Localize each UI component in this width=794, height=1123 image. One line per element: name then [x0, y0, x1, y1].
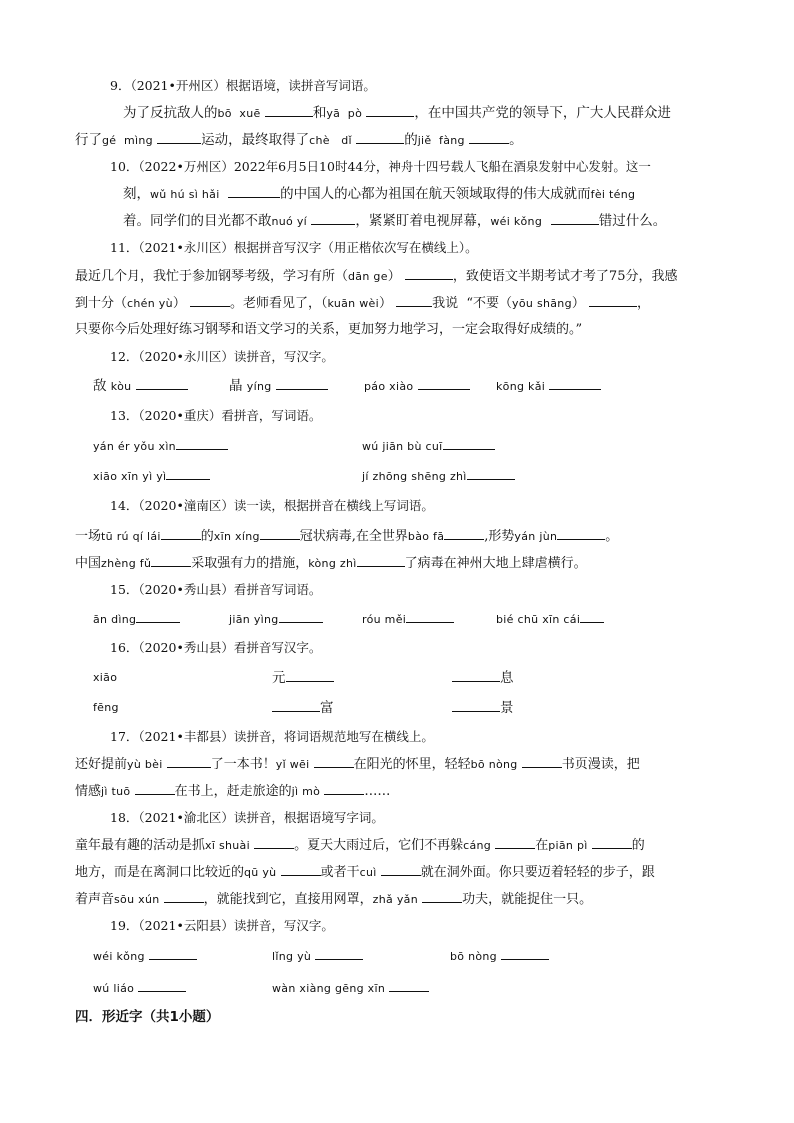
- q13-heading: 13．（2020•重庆）看拼音，写词语。: [110, 408, 322, 423]
- q18-heading: 18．（2021•渝北区）读拼音，根据语境写字词。: [110, 810, 384, 825]
- q14-line1: 一场tū rú qí lái 的xīn xíng 冠状病毒,在全世界bào fā ,形势yán jùn 。: [75, 526, 618, 547]
- q11-line1: 最近几个月，我忙于参加钢琴考级，学习有所（dān ge） ，致使语文半期考试才考了75分，我感: [75, 266, 677, 287]
- q12-row-4: kōng kǎi: [496, 376, 601, 397]
- q16-item-4: 景: [452, 698, 514, 718]
- q17-line1: 还好提前yù bèi 了一本书！yǐ wēi 在阳光的怀里，轻轻bō nòng 书页漫读，把: [75, 754, 640, 775]
- q9-heading: 9．（2021•开州区）根据语境，读拼音写词语。: [110, 78, 376, 93]
- q15-item-4: bié chū xīn cái: [496, 609, 604, 630]
- q18-line2: 地方，而是在离洞口比较近的qū yù 或者干cuì 就在洞外面。你只要迈着轻轻的步子，跟: [75, 862, 655, 883]
- q14-line2: 中国zhèng fǔ 采取强有力的措施，kòng zhì 了病毒在神州大地上肆虐横行。: [75, 553, 587, 574]
- q13-item-4: jí zhōng shēng zhì: [362, 466, 515, 487]
- q19-item-3: bō nòng: [450, 946, 549, 967]
- q11-heading: 11．（2021•永川区）根据拼音写汉字（用正楷依次写在横线上）。: [110, 240, 478, 255]
- q15-item-1: ān dìng: [93, 609, 180, 630]
- q16-item-3: 富: [272, 698, 334, 718]
- q18-line1: 童年最有趣的活动是抓xī shuài 。夏天大雨过后，它们不再躲cáng 在piān pì 的: [75, 835, 645, 856]
- q11-line3: 只要你今后处理好练习钢琴和语文学习的关系，更加努力地学习，一定会取得好成绩的。”: [75, 322, 583, 337]
- q19-heading: 19．（2021•云阳县）读拼音，写汉字。: [110, 918, 334, 933]
- q12-row-3: páo xiào: [364, 376, 470, 397]
- q16-item-2: 息: [452, 668, 514, 688]
- q13-item-2: wú jiān bù cuī: [362, 436, 495, 457]
- q16-item-1: 元: [272, 668, 334, 688]
- section-heading: 四．形近字（共1小题）: [75, 1009, 220, 1025]
- q12-heading: 12．（2020•永川区）读拼音，写汉字。: [110, 349, 334, 364]
- q14-heading: 14．（2020•潼南区）读一读，根据拼音在横线上写词语。: [110, 498, 434, 513]
- q19-item-1: wéi kǒng: [93, 946, 197, 967]
- q10-line2: 着。同学们的目光都不敢nuó yí ，紧紧盯着电视屏幕，wéi kǒng 错过什么。: [123, 213, 667, 229]
- q15-item-3: róu měi: [362, 609, 454, 630]
- q19-item-2: lǐng yù: [272, 946, 363, 967]
- q16-pinyin-2: fēng: [93, 701, 119, 714]
- q19-item-5: wàn xiàng gēng xīn: [272, 978, 429, 999]
- q10-heading: 10．（2022•万州区）2022年6月5日10时44分，神舟十四号载人飞船在酒泉发射中心发射。这一: [110, 159, 651, 174]
- q15-item-2: jiān yìng: [229, 609, 323, 630]
- q19-item-4: wú liáo: [93, 978, 186, 999]
- q16-heading: 16．（2020•秀山县）看拼音写汉字。: [110, 640, 322, 655]
- q12-row-2: 晶 yíng: [229, 376, 328, 397]
- q16-pinyin-1: xiāo: [93, 671, 118, 684]
- q9-line2: 行了gé mìng 运动，最终取得了chè dǐ 的jiě fàng 。: [75, 132, 523, 148]
- q12-row: 敌 kòu: [93, 376, 188, 397]
- q13-item-1: yán ér yǒu xìn: [93, 436, 228, 457]
- q9-line1: 为了反抗敌人的bō xuē 和yā pò ，在中国共产党的领导下，广大人民群众进: [123, 105, 671, 121]
- q17-line2: 情感jì tuō 在书上，赶走旅途的jì mò ……: [75, 781, 390, 802]
- q15-heading: 15．（2020•秀山县）看拼音写词语。: [110, 582, 322, 597]
- q13-item-3: xiāo xīn yì yì: [93, 466, 210, 487]
- q18-line3: 着声音sōu xún ，就能找到它，直接用网罩，zhǎ yǎn 功夫，就能捉住一只。: [75, 889, 592, 910]
- q17-heading: 17．（2021•丰都县）读拼音，将词语规范地写在横线上。: [110, 729, 434, 744]
- q11-line2: 到十分（chén yù） 。老师看见了，（kuān wèi） 我说 “不要（yōu shāng） ，: [75, 293, 650, 314]
- q10-line1: 刻，wǔ hú sì hǎi 的中国人的心都为祖国在航天领域取得的伟大成就而fèi téng: [123, 186, 636, 202]
